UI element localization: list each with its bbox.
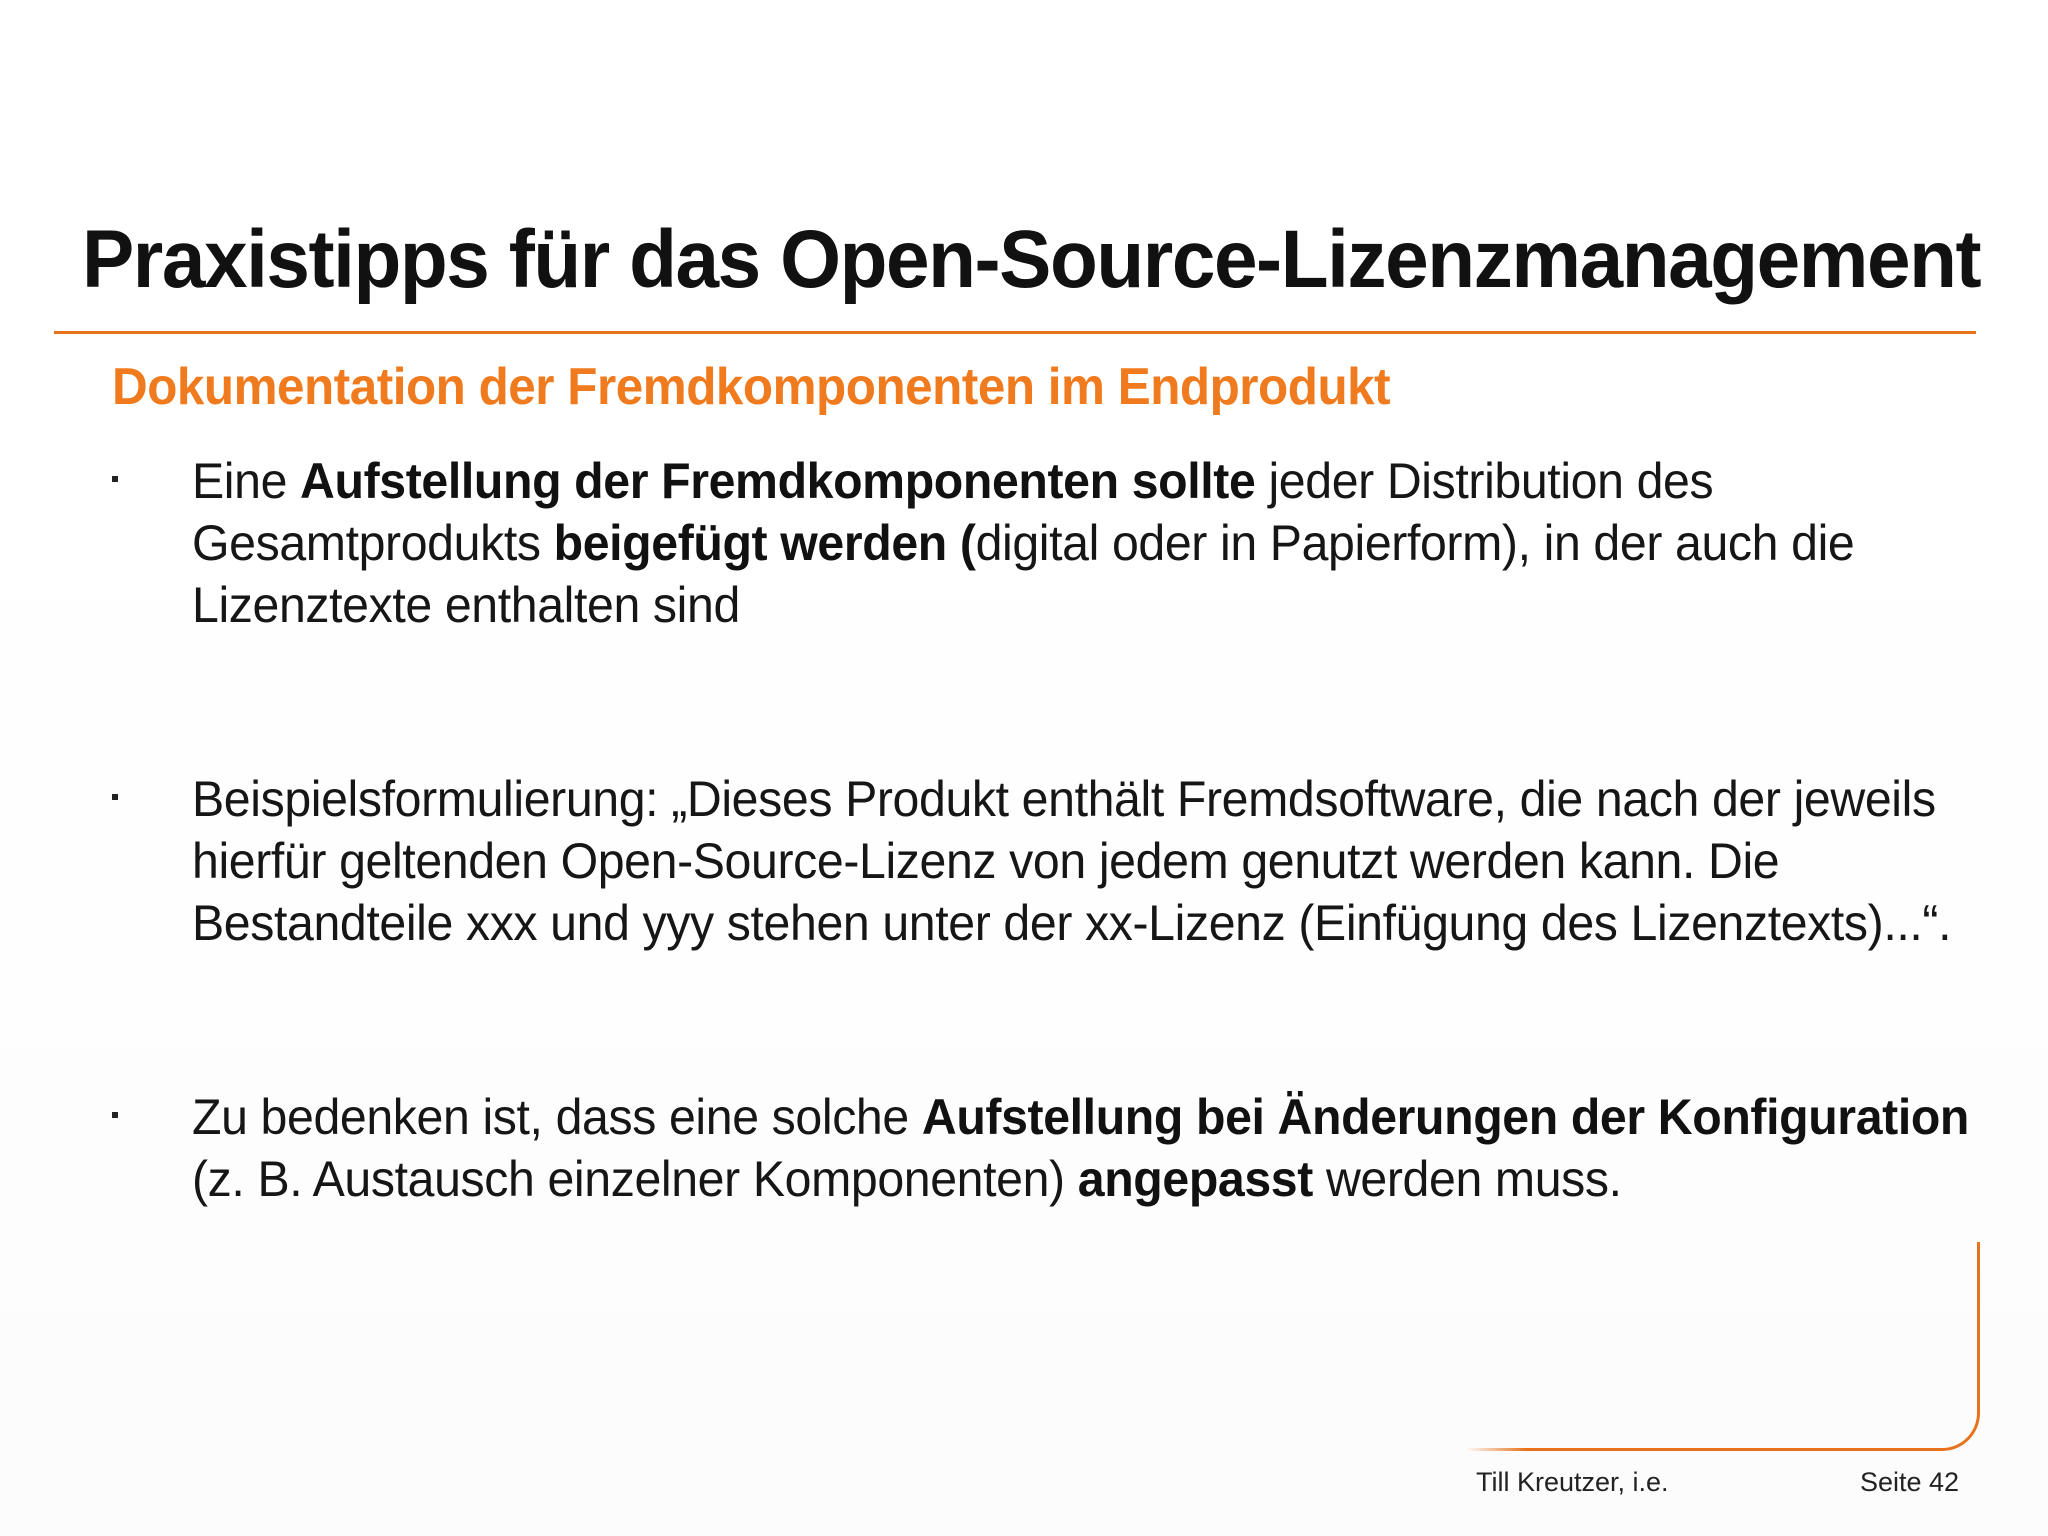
bullet-text-segment: werden muss.	[1312, 1151, 1622, 1207]
bullet-text-segment: (z. B. Austausch einzelner Komponenten)	[192, 1151, 1078, 1207]
bullet-text-segment: digital oder in Papierform), in der auch die Lizenztexte enthalten sind	[192, 515, 1855, 633]
bullet-marker-icon	[112, 476, 118, 482]
corner-decoration-fade	[1466, 1445, 1526, 1455]
corner-decoration	[1466, 1242, 1980, 1451]
bullet-text	[192, 768, 1987, 954]
bullet-item	[112, 768, 1952, 1086]
bullet-list	[112, 450, 1970, 1210]
bullet-text-bold: Aufstellung bei Änderungen der Konfiguration	[921, 1089, 1970, 1145]
bullet-text	[192, 450, 1987, 636]
page-number: Seite 42	[1860, 1467, 1960, 1497]
bullet-text	[192, 1086, 1987, 1210]
bullet-text-bold: Aufstellung der Fremdkomponenten sollte	[300, 453, 1256, 509]
slide-subtitle: Dokumentation der Fremdkomponenten im Endprodukt	[112, 358, 1391, 416]
bullet-item	[112, 450, 1932, 768]
bullet-text-bold: beigefügt werden (	[553, 515, 976, 571]
footer-author: Till Kreutzer, i.e.	[1476, 1467, 1669, 1497]
bullet-text-segment: Zu bedenken ist, dass eine solche	[192, 1089, 922, 1145]
slide-title: Praxistipps für das Open-Source-Lizenzmanagement	[82, 214, 1981, 305]
bullet-text-segment: jeder Distribution des Gesamtprodukts	[192, 453, 1714, 571]
title-divider	[54, 331, 1976, 334]
bullet-marker-icon	[112, 1112, 118, 1118]
bullet-text-segment: Eine	[192, 453, 301, 509]
bullet-marker-icon	[112, 794, 118, 800]
bullet-text-bold: angepasst	[1077, 1151, 1313, 1207]
bullet-item	[112, 1086, 1970, 1210]
bullet-text-segment: Beispielsformulierung: „Dieses Produkt enthält Fremdsoftware, die nach der jeweils hierfür geltenden Open-Source-Lizenz von jedem genutzt werden kann. Die Bestandteile xxx und yyy stehen unter der xx-Lizenz (Einfügung des Lizenztexts)...“.	[192, 771, 1952, 951]
